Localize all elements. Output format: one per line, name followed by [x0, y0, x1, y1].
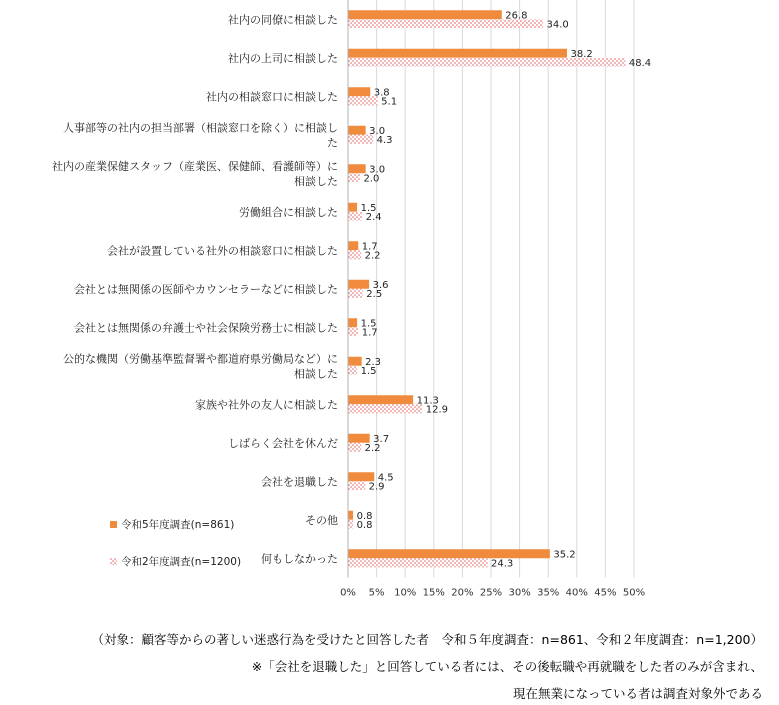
- bar-r5: [349, 318, 358, 327]
- category-label: 社内の同僚に相談した: [228, 13, 338, 27]
- x-axis-ticks: [340, 588, 645, 599]
- data-label: 1.5: [360, 202, 377, 214]
- bar-r5: [349, 87, 371, 96]
- bar-r5: [349, 511, 354, 520]
- category-label: 労働組合に相談した: [239, 205, 338, 219]
- data-label: 0.8: [356, 519, 373, 531]
- legend: [110, 518, 241, 568]
- x-tick-label: 20%: [451, 587, 474, 599]
- legend-label: 令和5年度調査(n=861): [121, 519, 235, 531]
- bar-r5: [349, 434, 370, 443]
- bar-r2: [349, 173, 360, 182]
- data-label: 12.9: [425, 404, 449, 416]
- footnote-note: ※「会社を退職した」と回答している者には、その後転職や再就職をした者のみが含まれ、: [251, 659, 763, 674]
- bar-r2: [349, 250, 362, 259]
- data-label: 2.2: [364, 442, 381, 454]
- category-label: 人事部等の社内の担当部署（相談窓口を除く）に相談し: [63, 121, 338, 135]
- x-tick-label: 25%: [479, 587, 503, 599]
- x-tick-label: 40%: [565, 587, 588, 599]
- bar-r5: [349, 280, 370, 289]
- x-tick-label: 45%: [594, 587, 617, 599]
- bars: [349, 10, 626, 570]
- legend-label: 令和2年度調査(n=1200): [121, 556, 242, 568]
- legend-swatch: [110, 558, 117, 565]
- data-label: 1.7: [361, 241, 378, 253]
- data-label: 34.0: [546, 19, 569, 31]
- category-label: 社内の相談窓口に相談した: [206, 90, 338, 104]
- bar-r5: [349, 10, 502, 19]
- category-label: 会社とは無関係の弁護士や社会保険労務士に相談した: [74, 321, 338, 335]
- x-tick-label: 35%: [537, 587, 560, 599]
- category-label: 相談した: [294, 367, 338, 381]
- footnote-note-continued: 現在無業になっている者は調査対象外である: [512, 686, 763, 701]
- category-labels: [52, 12, 338, 565]
- bar-r2: [349, 404, 423, 413]
- bar-r5: [349, 241, 359, 250]
- category-label: 会社とは無関係の医師やカウンセラーなどに相談した: [74, 282, 338, 296]
- bar-r2: [349, 327, 359, 336]
- data-label: 1.5: [360, 318, 377, 330]
- data-label: 0.8: [356, 510, 373, 522]
- data-labels: [357, 10, 652, 569]
- category-label: その他: [305, 513, 338, 527]
- data-label: 2.5: [366, 288, 383, 300]
- footnote-target: （対象：顧客等からの著しい迷惑行為を受けたと回答した者 令和５年度調査：n=861、令和２年度調査：n=1,200）: [91, 632, 763, 647]
- category-label: 家族や社外の友人に相談した: [195, 398, 338, 412]
- x-tick-label: 5%: [368, 587, 385, 599]
- data-label: 11.3: [416, 395, 439, 407]
- category-label: 公的な機関（労働基準監督署や都道府県労働局など）に: [63, 352, 338, 366]
- bar-r5: [349, 126, 366, 135]
- x-tick-label: 15%: [422, 587, 445, 599]
- gridlines: [348, 0, 634, 578]
- category-label: た: [327, 136, 338, 150]
- bar-r5: [349, 549, 550, 558]
- bar-r2: [349, 366, 358, 375]
- bar-r5: [349, 357, 362, 366]
- bar-r5: [349, 203, 358, 212]
- data-label: 1.5: [360, 365, 377, 377]
- data-label: 3.0: [369, 125, 386, 137]
- data-label: 3.7: [373, 433, 390, 445]
- x-tick-label: 30%: [508, 587, 531, 599]
- bar-r2: [349, 520, 354, 529]
- bar-r5: [349, 164, 366, 173]
- data-label: 2.4: [365, 211, 382, 223]
- bar-r2: [349, 289, 363, 298]
- category-label: 相談した: [294, 174, 338, 188]
- bar-r5: [349, 472, 375, 481]
- category-label: 会社が設置している社外の相談窓口に相談した: [107, 244, 338, 258]
- data-label: 3.6: [372, 279, 389, 291]
- data-label: 2.9: [368, 481, 385, 493]
- bar-r5: [349, 395, 414, 404]
- category-label: 社内の上司に相談した: [228, 51, 338, 65]
- bar-r2: [349, 481, 366, 490]
- data-label: 35.2: [553, 549, 576, 561]
- data-label: 5.1: [381, 96, 398, 108]
- data-label: 4.5: [377, 472, 394, 484]
- data-label: 1.7: [361, 327, 378, 339]
- data-label: 2.2: [364, 250, 381, 262]
- x-tick-label: 10%: [394, 587, 417, 599]
- data-label: 4.3: [376, 134, 393, 146]
- data-label: 2.0: [363, 173, 380, 185]
- data-label: 26.8: [505, 10, 528, 22]
- legend-swatch: [110, 521, 117, 528]
- bar-r2: [349, 443, 362, 452]
- category-label: 何もしなかった: [261, 552, 338, 566]
- data-label: 48.4: [628, 57, 652, 69]
- data-label: 38.2: [570, 48, 593, 60]
- bar-r5: [349, 49, 568, 58]
- x-tick-label: 0%: [340, 587, 356, 599]
- data-label: 2.3: [365, 356, 382, 368]
- data-label: 3.0: [369, 164, 386, 176]
- category-label: 会社を退職した: [261, 475, 338, 489]
- x-tick-label: 50%: [622, 587, 646, 599]
- data-label: 3.8: [373, 87, 390, 99]
- category-label: しばらく会社を休んだ: [228, 436, 338, 450]
- bar-r2: [349, 558, 488, 567]
- category-label: 社内の産業保健スタッフ（産業医、保健師、看護師等）に: [52, 159, 338, 173]
- data-label: 24.3: [490, 558, 514, 570]
